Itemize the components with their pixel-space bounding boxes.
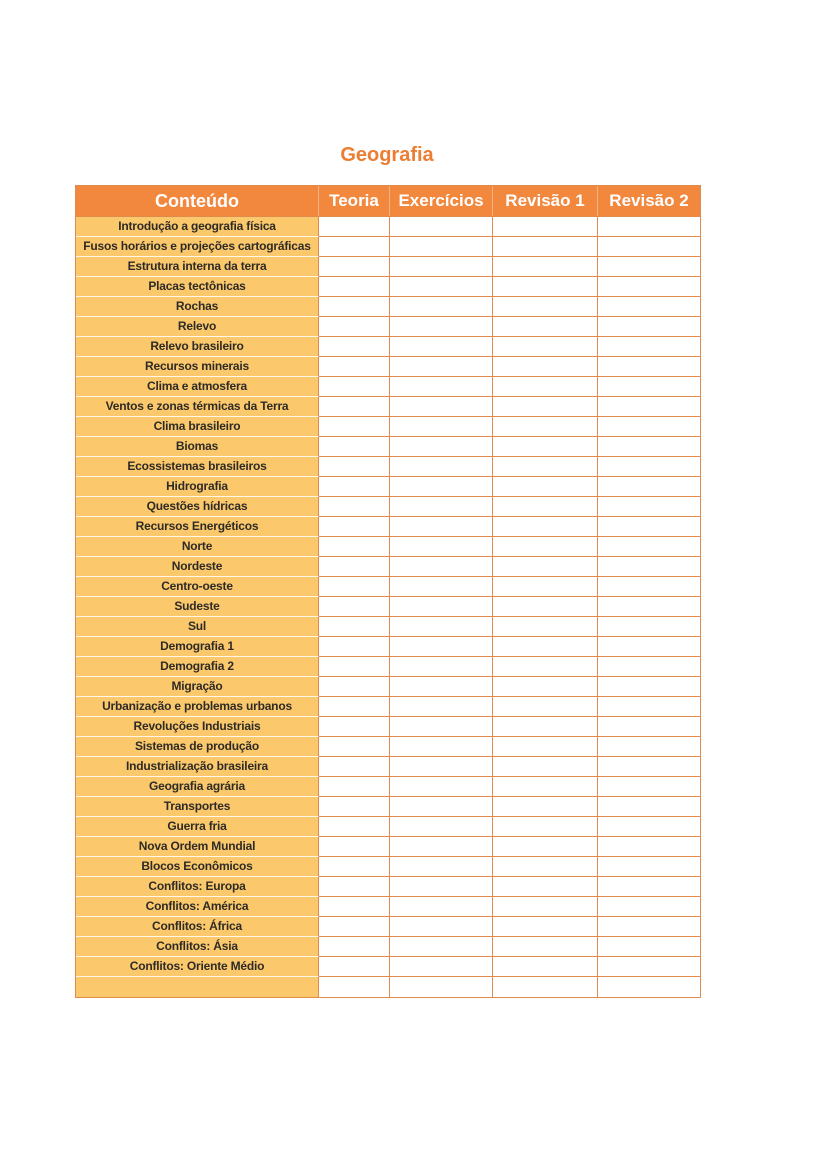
revisao-2-cell[interactable] [598, 637, 700, 657]
revisao-2-cell[interactable] [598, 697, 700, 717]
revisao-1-cell[interactable] [493, 357, 598, 377]
table-row [76, 577, 700, 597]
revisao-1-cell[interactable] [493, 217, 598, 237]
table-row [76, 337, 700, 357]
table-row [76, 657, 700, 677]
revisao-1-cell[interactable] [493, 397, 598, 417]
revisao-2-cell[interactable] [598, 897, 700, 917]
exercicios-cell[interactable] [390, 797, 493, 817]
teoria-cell[interactable] [319, 597, 390, 617]
exercicios-cell[interactable] [390, 237, 493, 257]
revisao-1-cell[interactable] [493, 237, 598, 257]
revisao-1-cell[interactable] [493, 937, 598, 957]
topic-label-cell: Transportes [76, 797, 319, 817]
revisao-2-cell[interactable] [598, 417, 700, 437]
revisao-1-cell[interactable] [493, 477, 598, 497]
teoria-cell[interactable] [319, 357, 390, 377]
teoria-cell[interactable] [319, 797, 390, 817]
exercicios-cell[interactable] [390, 617, 493, 637]
teoria-cell[interactable] [319, 637, 390, 657]
topic-label-cell: Sudeste [76, 597, 319, 617]
topic-label-cell: Sul [76, 617, 319, 637]
table-row [76, 317, 700, 337]
revisao-1-cell[interactable] [493, 777, 598, 797]
table-row [76, 477, 700, 497]
revisao-2-cell[interactable] [598, 237, 700, 257]
revisao-1-cell[interactable] [493, 597, 598, 617]
revisao-2-cell[interactable] [598, 917, 700, 937]
page-title: Geografia [340, 144, 434, 166]
revisao-1-cell[interactable] [493, 377, 598, 397]
table-row [76, 357, 700, 377]
revisao-2-cell[interactable] [598, 437, 700, 457]
teoria-cell[interactable] [319, 897, 390, 917]
revisao-2-cell[interactable] [598, 797, 700, 817]
teoria-cell[interactable] [319, 377, 390, 397]
table-row [76, 957, 700, 977]
exercicios-cell[interactable] [390, 357, 493, 377]
teoria-cell[interactable] [319, 217, 390, 237]
revisao-2-cell[interactable] [598, 317, 700, 337]
revisao-2-cell[interactable] [598, 577, 700, 597]
exercicios-cell[interactable] [390, 397, 493, 417]
topic-label-cell: Ecossistemas brasileiros [76, 457, 319, 477]
teoria-cell[interactable] [319, 457, 390, 477]
teoria-cell[interactable] [319, 277, 390, 297]
exercicios-cell[interactable] [390, 537, 493, 557]
exercicios-cell[interactable] [390, 457, 493, 477]
column-header-revisao-2: Revisão 2 [609, 191, 689, 210]
table-row [76, 717, 700, 737]
revisao-2-cell[interactable] [598, 597, 700, 617]
exercicios-cell[interactable] [390, 497, 493, 517]
teoria-cell[interactable] [319, 577, 390, 597]
exercicios-cell[interactable] [390, 257, 493, 277]
exercicios-cell[interactable] [390, 437, 493, 457]
exercicios-cell[interactable] [390, 817, 493, 837]
revisao-1-cell[interactable] [493, 717, 598, 737]
topic-label-cell: Conflitos: África [76, 917, 319, 937]
exercicios-cell[interactable] [390, 837, 493, 857]
teoria-cell[interactable] [319, 857, 390, 877]
exercicios-cell[interactable] [390, 597, 493, 617]
topic-label-cell: Urbanização e problemas urbanos [76, 697, 319, 717]
revisao-1-cell[interactable] [493, 497, 598, 517]
revisao-1-cell[interactable] [493, 437, 598, 457]
revisao-1-cell[interactable] [493, 857, 598, 877]
topic-label-cell: Placas tectônicas [76, 277, 319, 297]
table-row [76, 857, 700, 877]
teoria-cell[interactable] [319, 517, 390, 537]
revisao-1-cell[interactable] [493, 317, 598, 337]
revisao-2-cell[interactable] [598, 517, 700, 537]
exercicios-cell[interactable] [390, 957, 493, 977]
revisao-2-cell[interactable] [598, 537, 700, 557]
table-row [76, 217, 700, 237]
revisao-1-cell[interactable] [493, 877, 598, 897]
topic-label-cell: Blocos Econômicos [76, 857, 319, 877]
revisao-2-cell[interactable] [598, 357, 700, 377]
topic-label-cell: Nova Ordem Mundial [76, 837, 319, 857]
exercicios-cell[interactable] [390, 377, 493, 397]
revisao-2-cell[interactable] [598, 297, 700, 317]
table-row-empty [76, 977, 700, 997]
revisao-1-cell[interactable] [493, 657, 598, 677]
topic-label-cell: Hidrografia [76, 477, 319, 497]
topic-label-cell: Clima brasileiro [76, 417, 319, 437]
revisao-1-cell[interactable] [493, 897, 598, 917]
exercicios-cell[interactable] [390, 977, 493, 997]
teoria-cell[interactable] [319, 537, 390, 557]
exercicios-cell[interactable] [390, 917, 493, 937]
teoria-cell[interactable] [319, 417, 390, 437]
table-row [76, 637, 700, 657]
exercicios-cell[interactable] [390, 697, 493, 717]
revisao-1-cell[interactable] [493, 837, 598, 857]
revisao-1-cell[interactable] [493, 257, 598, 277]
topic-label-cell: Clima e atmosfera [76, 377, 319, 397]
topic-label-cell: Relevo [76, 317, 319, 337]
teoria-cell[interactable] [319, 917, 390, 937]
revisao-1-cell[interactable] [493, 617, 598, 637]
topic-label-cell: Geografia agrária [76, 777, 319, 797]
topic-label-cell: Sistemas de produção [76, 737, 319, 757]
teoria-cell[interactable] [319, 397, 390, 417]
revisao-1-cell[interactable] [493, 677, 598, 697]
revisao-2-cell[interactable] [598, 837, 700, 857]
topic-label-cell [76, 977, 319, 997]
revisao-2-cell[interactable] [598, 817, 700, 837]
revisao-1-cell[interactable] [493, 417, 598, 437]
topic-label-cell: Centro-oeste [76, 577, 319, 597]
teoria-cell[interactable] [319, 257, 390, 277]
revisao-2-cell[interactable] [598, 757, 700, 777]
exercicios-cell[interactable] [390, 517, 493, 537]
revisao-2-cell[interactable] [598, 497, 700, 517]
revisao-1-cell[interactable] [493, 517, 598, 537]
exercicios-cell[interactable] [390, 937, 493, 957]
exercicios-cell[interactable] [390, 557, 493, 577]
exercicios-cell[interactable] [390, 337, 493, 357]
teoria-cell[interactable] [319, 717, 390, 737]
table-row [76, 877, 700, 897]
revisao-1-cell[interactable] [493, 577, 598, 597]
table-header-row [76, 186, 700, 217]
revisao-1-cell[interactable] [493, 537, 598, 557]
teoria-cell[interactable] [319, 957, 390, 977]
teoria-cell[interactable] [319, 817, 390, 837]
table-row [76, 377, 700, 397]
topic-label-cell: Nordeste [76, 557, 319, 577]
exercicios-cell[interactable] [390, 217, 493, 237]
table-row [76, 777, 700, 797]
table-row [76, 297, 700, 317]
revisao-2-cell[interactable] [598, 977, 700, 997]
revisao-1-cell[interactable] [493, 277, 598, 297]
revisao-2-cell[interactable] [598, 857, 700, 877]
exercicios-cell[interactable] [390, 757, 493, 777]
revisao-2-cell[interactable] [598, 937, 700, 957]
table-row [76, 897, 700, 917]
revisao-2-cell[interactable] [598, 377, 700, 397]
teoria-cell[interactable] [319, 337, 390, 357]
revisao-2-cell[interactable] [598, 217, 700, 237]
study-tracker-table [75, 185, 701, 998]
topic-label-cell: Biomas [76, 437, 319, 457]
topic-label-cell: Relevo brasileiro [76, 337, 319, 357]
table-row [76, 557, 700, 577]
topic-label-cell: Conflitos: Ásia [76, 937, 319, 957]
exercicios-cell[interactable] [390, 417, 493, 437]
topic-label-cell: Questões hídricas [76, 497, 319, 517]
revisao-2-cell[interactable] [598, 457, 700, 477]
table-row [76, 617, 700, 637]
exercicios-cell[interactable] [390, 897, 493, 917]
exercicios-cell[interactable] [390, 677, 493, 697]
exercicios-cell[interactable] [390, 577, 493, 597]
revisao-1-cell[interactable] [493, 797, 598, 817]
teoria-cell[interactable] [319, 677, 390, 697]
teoria-cell[interactable] [319, 937, 390, 957]
revisao-1-cell[interactable] [493, 757, 598, 777]
revisao-1-cell[interactable] [493, 557, 598, 577]
exercicios-cell[interactable] [390, 277, 493, 297]
column-header-exercicios: Exercícios [390, 186, 493, 216]
teoria-cell[interactable] [319, 657, 390, 677]
revisao-2-cell[interactable] [598, 557, 700, 577]
teoria-cell[interactable] [319, 437, 390, 457]
topic-label-cell: Guerra fria [76, 817, 319, 837]
column-header-conteudo: Conteúdo [76, 186, 319, 216]
table-row [76, 397, 700, 417]
revisao-2-cell[interactable] [598, 957, 700, 977]
revisao-2-cell[interactable] [598, 717, 700, 737]
exercicios-cell[interactable] [390, 477, 493, 497]
table-row [76, 677, 700, 697]
revisao-1-cell[interactable] [493, 457, 598, 477]
table-row [76, 497, 700, 517]
teoria-cell[interactable] [319, 557, 390, 577]
teoria-cell[interactable] [319, 837, 390, 857]
topic-label-cell: Industrialização brasileira [76, 757, 319, 777]
revisao-1-cell[interactable] [493, 817, 598, 837]
revisao-1-cell[interactable] [493, 957, 598, 977]
teoria-cell[interactable] [319, 757, 390, 777]
revisao-2-cell[interactable] [598, 397, 700, 417]
topic-label-cell: Ventos e zonas térmicas da Terra [76, 397, 319, 417]
table-row [76, 517, 700, 537]
table-row [76, 937, 700, 957]
topic-label-cell: Estrutura interna da terra [76, 257, 319, 277]
table-row [76, 537, 700, 557]
exercicios-cell[interactable] [390, 317, 493, 337]
topic-label-cell: Demografia 2 [76, 657, 319, 677]
revisao-1-cell[interactable] [493, 917, 598, 937]
topic-label-cell: Migração [76, 677, 319, 697]
teoria-cell[interactable] [319, 877, 390, 897]
exercicios-cell[interactable] [390, 717, 493, 737]
revisao-2-cell[interactable] [598, 337, 700, 357]
topic-label-cell: Fusos horários e projeções cartográficas [76, 237, 319, 257]
revisao-2-cell[interactable] [598, 877, 700, 897]
topic-label-cell: Norte [76, 537, 319, 557]
revisao-2-cell[interactable] [598, 617, 700, 637]
revisao-2-cell[interactable] [598, 677, 700, 697]
revisao-1-cell[interactable] [493, 337, 598, 357]
revisao-1-cell[interactable] [493, 297, 598, 317]
revisao-1-cell[interactable] [493, 977, 598, 997]
exercicios-cell[interactable] [390, 637, 493, 657]
revisao-1-cell[interactable] [493, 637, 598, 657]
table-row [76, 277, 700, 297]
exercicios-cell[interactable] [390, 777, 493, 797]
table-row [76, 417, 700, 437]
table-body [76, 217, 700, 997]
revisao-1-cell[interactable] [493, 697, 598, 717]
topic-label-cell: Conflitos: Oriente Médio [76, 957, 319, 977]
table-row [76, 917, 700, 937]
table-row [76, 837, 700, 857]
table-row [76, 237, 700, 257]
teoria-cell[interactable] [319, 697, 390, 717]
exercicios-cell[interactable] [390, 737, 493, 757]
topic-label-cell: Recursos Energéticos [76, 517, 319, 537]
column-header-revisao-1: Revisão 1 [493, 186, 598, 216]
table-row [76, 737, 700, 757]
exercicios-cell[interactable] [390, 857, 493, 877]
revisao-2-cell[interactable] [598, 737, 700, 757]
teoria-cell[interactable] [319, 237, 390, 257]
teoria-cell[interactable] [319, 477, 390, 497]
table-row [76, 757, 700, 777]
revisao-2-cell[interactable] [598, 257, 700, 277]
table-row [76, 817, 700, 837]
topic-label-cell: Demografia 1 [76, 637, 319, 657]
column-header-teoria: Teoria [319, 186, 390, 216]
revisao-2-cell[interactable] [598, 657, 700, 677]
topic-label-cell: Revoluções Industriais [76, 717, 319, 737]
table-row [76, 257, 700, 277]
topic-label-cell: Rochas [76, 297, 319, 317]
table-row [76, 437, 700, 457]
table-row [76, 697, 700, 717]
exercicios-cell[interactable] [390, 657, 493, 677]
teoria-cell[interactable] [319, 777, 390, 797]
topic-label-cell: Conflitos: América [76, 897, 319, 917]
revisao-2-cell[interactable] [598, 277, 700, 297]
topic-label-cell: Introdução a geografia física [76, 217, 319, 237]
table-row [76, 597, 700, 617]
teoria-cell[interactable] [319, 617, 390, 637]
table-row [76, 797, 700, 817]
teoria-cell[interactable] [319, 737, 390, 757]
teoria-cell[interactable] [319, 317, 390, 337]
exercicios-cell[interactable] [390, 877, 493, 897]
revisao-2-cell[interactable] [598, 477, 700, 497]
revisao-1-cell[interactable] [493, 737, 598, 757]
revisao-2-cell[interactable] [598, 777, 700, 797]
teoria-cell[interactable] [319, 977, 390, 997]
teoria-cell[interactable] [319, 297, 390, 317]
exercicios-cell[interactable] [390, 297, 493, 317]
topic-label-cell: Recursos minerais [76, 357, 319, 377]
teoria-cell[interactable] [319, 497, 390, 517]
topic-label-cell: Conflitos: Europa [76, 877, 319, 897]
table-row [76, 457, 700, 477]
